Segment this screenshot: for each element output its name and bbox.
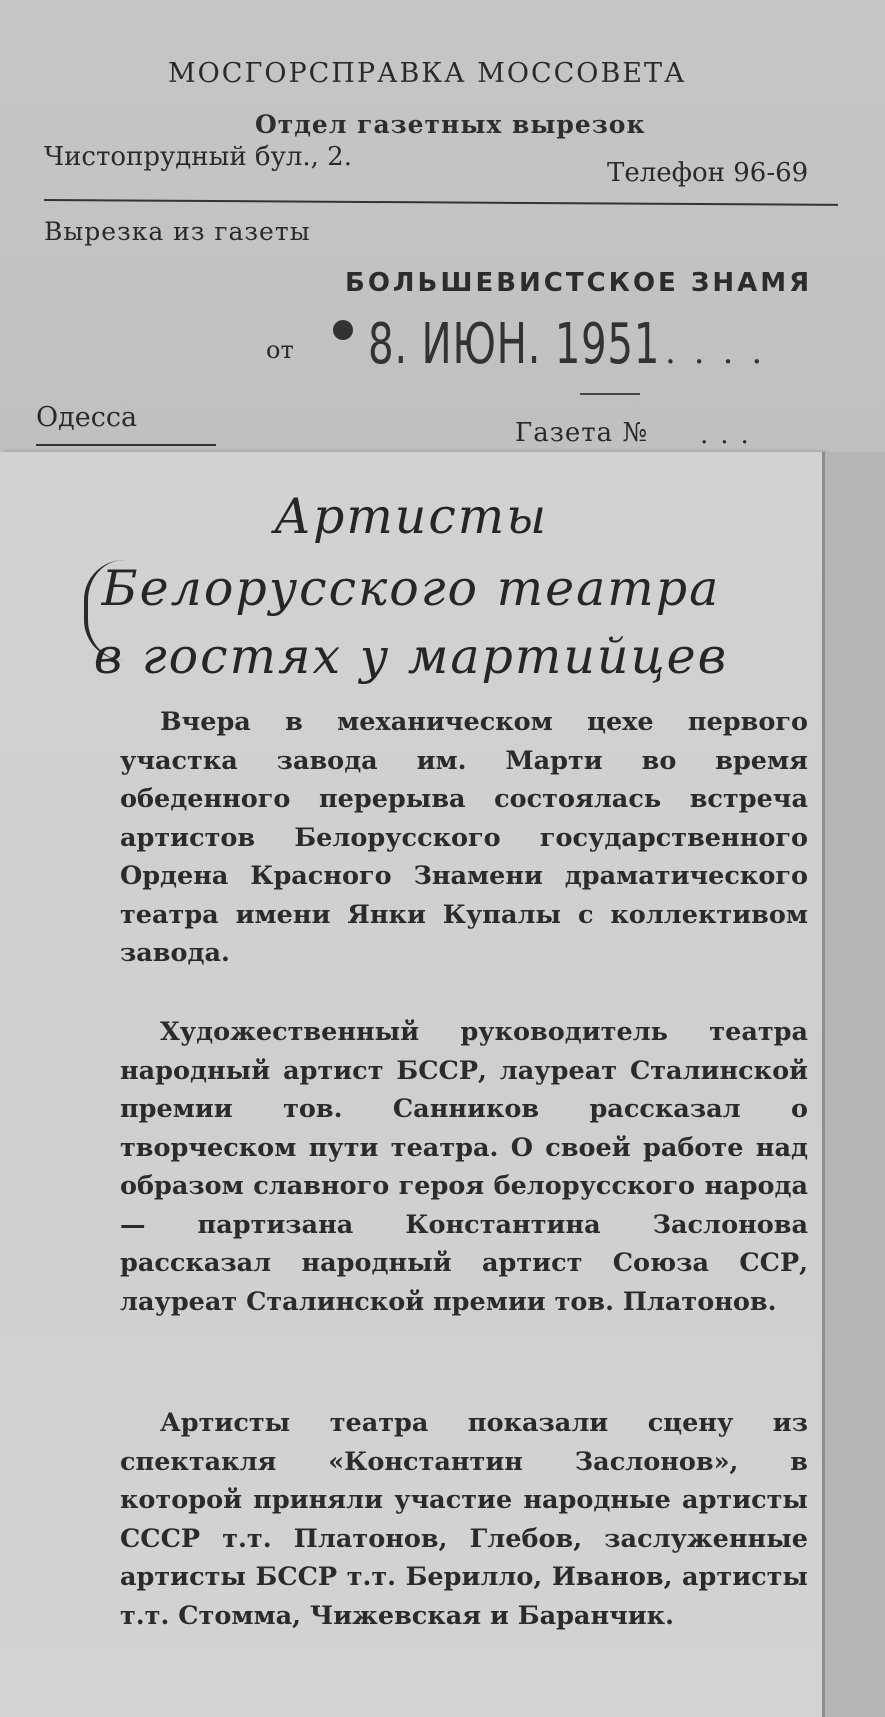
agency-name: МОСГОРСПРАВКА МОССОВЕТА bbox=[168, 58, 687, 89]
date-underline bbox=[580, 393, 640, 395]
headline-line-1: Артисты bbox=[273, 488, 549, 545]
address: Чистопрудный бул., 2. bbox=[44, 142, 352, 172]
department-name: Отдел газетных вырезок bbox=[255, 110, 646, 139]
stamp-dot-icon bbox=[333, 320, 353, 340]
article-paragraph-3: Артисты театра показали сцену из спектакля «Константин Заслонов», в которой приняли участие народные артисты СССР т.т. Платонов, Глебов, заслуженные артисты БССР т.т. Берилло, Иванов, артисты т.т. Стомма, Чижевская и Баранчик. bbox=[120, 1408, 808, 1631]
article-paragraph-1: Вчера в механическом цехе первого участка завода им. Марти во время обеденного перерыва состоялась встреча артистов Белорусского государственного Ордена Красного Знамени драматического театра имени Янки Купалы с коллективом завода. bbox=[120, 707, 808, 968]
gazeta-number-dots: ... bbox=[700, 420, 761, 450]
gazeta-number-label: Газета № bbox=[515, 418, 649, 448]
city: Одесса bbox=[36, 402, 138, 433]
article-paragraph-2: Художественный руководитель театра народный артист БССР, лауреат Сталинской премии тов. Санников рассказал о творческом пути театра. О своей работе над образом славного героя белорусского народа — партизана Константина Заслонова рассказал народный артист Союза ССР, лауреат Сталинской премии тов. Платонов. bbox=[120, 1017, 808, 1317]
clip-label: Вырезка из газеты bbox=[44, 217, 311, 246]
city-underline bbox=[36, 444, 216, 446]
headline-line-2: Белорусского театра bbox=[101, 560, 721, 617]
phone: Телефон 96-69 bbox=[607, 158, 809, 188]
date-fill-dots: .... bbox=[665, 332, 781, 372]
header-divider bbox=[44, 199, 838, 206]
headline-line-3: в гостях у мартийцев bbox=[93, 628, 729, 685]
newspaper-name: БОЛЬШЕВИСТСКОЕ ЗНАМЯ bbox=[345, 268, 813, 298]
clipping-edge bbox=[825, 452, 885, 1717]
date-prefix: от bbox=[266, 336, 294, 364]
date-stamp: 8. ИЮН. 1951 bbox=[368, 312, 661, 377]
